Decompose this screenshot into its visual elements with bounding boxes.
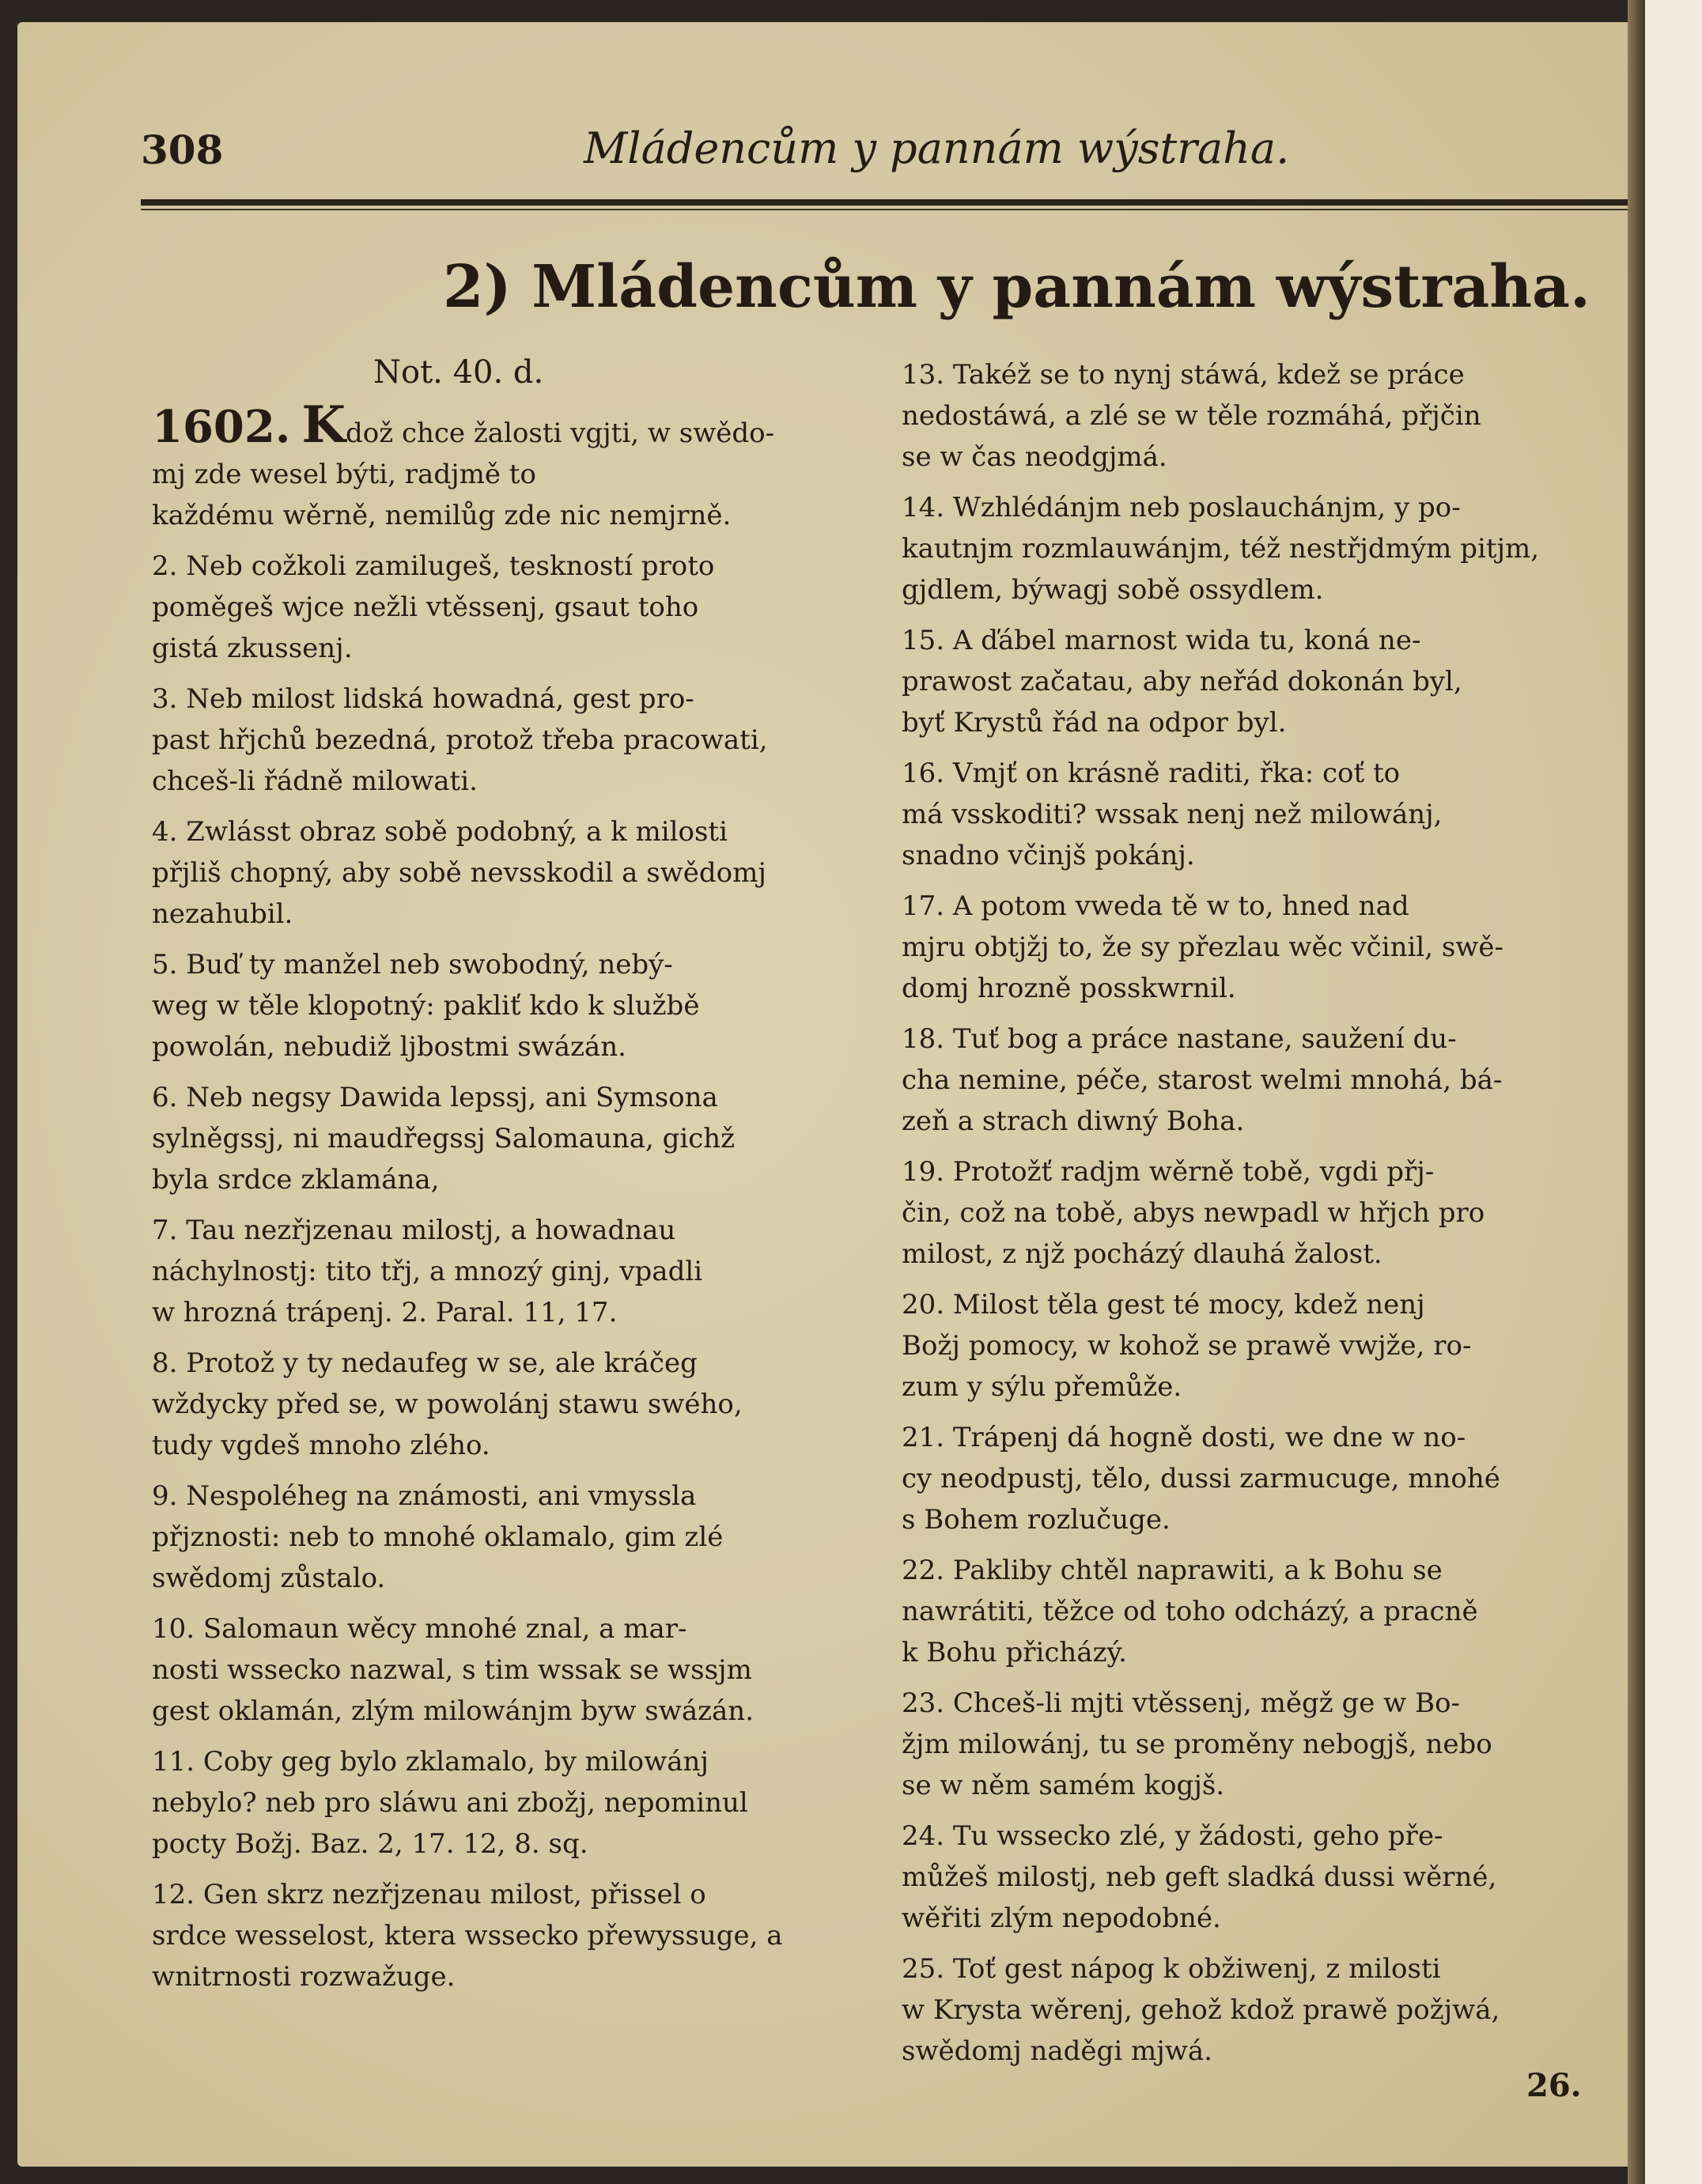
right-column (902, 354, 1629, 2081)
stanza: 16. Vmjť on krásně raditi, řka: coť to má vsskoditi? wssak nenj než milowánj, snadno včinjš pokánj. (902, 758, 1443, 871)
stanza: 15. A ďábel marnost wida tu, koná ne- prawost začatau, aby neřád dokonán byl, byť Krystů řád na odpor byl. (902, 625, 1462, 739)
page-number: 308 (141, 127, 224, 173)
stanza: 11. Coby geg bylo zklamalo, by milowánj nebylo? neb pro sláwu ani zbožj, nepominul pocty Božj. Baz. 2, 17. 12, 8. sq. (152, 1746, 748, 1860)
drop-initial: K (301, 395, 346, 455)
left-column (152, 354, 879, 2007)
header-rule-thin (141, 209, 1628, 210)
stanza: 4. Zwlásst obraz sobě podobný, a k milosti přjliš chopný, aby sobě nevsskodil a swědomj nezahubil. (152, 816, 766, 930)
stanza: 8. Protož y ty nedaufeg w se, ale kráčeg wždycky před se, w powolánj stawu swého, tudy vgdeš mnoho zlého. (152, 1347, 743, 1461)
stanza: 3. Neb milost lidská howadná, gest pro- past hřjchů bezedná, protož třeba pracowati, chceš-li řádně milowati. (152, 683, 768, 797)
stanza: 24. Tu wssecko zlé, y žádosti, geho pře- můžeš milostj, neb geft sladká dussi wěrné, wěřiti zlým nepodobné. (902, 1820, 1497, 1934)
facing-page-edge (1645, 0, 1702, 2184)
stanza: 19. Protožť radjm wěrně tobě, vgdi přj- čin, což na tobě, abys newpadl w hřjch pro milost, z njž pocházý dlauhá žalost. (902, 1156, 1485, 1270)
year-number: 1602. (152, 401, 291, 453)
page-title: 2) Mládencům y pannám wýstraha. (443, 253, 1590, 321)
page-gutter-shadow (1628, 0, 1647, 2184)
catchword: 26. (1526, 2067, 1582, 2104)
stanza: 18. Tuť bog a práce nastane, saužení du- cha nemine, péče, starost welmi mnohá, bá- zeň a strach diwný Boha. (902, 1023, 1503, 1137)
melody-note: Not. 40. d. (373, 354, 544, 391)
stanza: 22. Pakliby chtěl naprawiti, a k Bohu se nawrátiti, těžce od toho odcházý, a pracně k Bohu přicházý. (902, 1555, 1478, 1668)
stanza: 23. Chceš-li mjti vtěssenj, měgž ge w Bo- žjm milowánj, tu se proměny nebogjš, nebo se w něm samém kogjš. (902, 1687, 1492, 1801)
stanza: 10. Salomaun wěcy mnohé znal, a mar- nosti wssecko nazwal, s tim wssak se wssjm gest oklamán, zlým milowánjm byw swázán. (152, 1613, 754, 1727)
stanza: 20. Milost těla gest té mocy, kdež nenj Božj pomocy, w kohož se prawě vwjže, ro- zum y sýlu přemůže. (902, 1289, 1472, 1403)
stanza: 25. Toť gest nápog k obžiwenj, z milosti w Krysta wěrenj, gehož kdož prawě požjwá, swědomj naděgi mjwá. (902, 1953, 1500, 2067)
stanza: 7. Tau nezřjzenau milostj, a howadnau náchylnostj: tito třj, a mnozý ginj, vpadli w hrozná trápenj. 2. Paral. 11, 17. (152, 1215, 703, 1328)
stanza: 13. Takéž se to nynj stáwá, kdež se práce nedostáwá, a zlé se w těle rozmáhá, přjčin se w čas neodgjmá. (902, 359, 1481, 473)
header-rule (141, 199, 1628, 206)
stanza: 9. Nespoléheg na známosti, ani vmyssla přjznosti: neb to mnohé oklamalo, gim zlé swědomj zůstalo. (152, 1480, 724, 1594)
running-title: Mládencům y pannám wýstraha. (584, 123, 1290, 173)
stanza-1-text: dož chce žalosti vgjti, w swědo- mj zde wesel býti, radjmě to každému wěrně, nemilůg zde nic nemjrně. (152, 418, 775, 531)
running-header (141, 119, 1628, 182)
stanza: 14. Wzhlédánjm neb poslauchánjm, y po- kautnjm rozmlauwánjm, též nestřjdmým pitjm, gjdlem, býwagj sobě ossydlem. (902, 492, 1540, 606)
stanza: 6. Neb negsy Dawida lepssj, ani Symsona sylněgssj, ni maudřegssj Salomauna, gichž byla srdce zklamána, (152, 1082, 736, 1196)
stanza: 21. Trápenj dá hogně dosti, we dne w no- cy neodpustj, tělo, dussi zarmucuge, mnohé s Bohem rozlučuge. (902, 1422, 1500, 1536)
stanza-1 (152, 395, 879, 536)
stanza: 12. Gen skrz nezřjzenau milost, přissel o srdce wesselost, ktera wssecko přewyssuge, a wnitrnosti rozwažuge. (152, 1879, 783, 1993)
stanza: 2. Neb cožkoli zamilugeš, teskností proto poměgeš wjce nežli vtěssenj, gsaut toho gistá zkussenj. (152, 550, 715, 664)
stanza: 5. Buď ty manžel neb swobodný, nebý- weg w těle klopotný: pakliť kdo k službě powolán, nebudiž ljbostmi swázán. (152, 949, 700, 1063)
stanza: 17. A potom vweda tě w to, hned nad mjru obtjžj to, že sy přezlau wěc včinil, swě- domj hrozně posskwrnil. (902, 890, 1504, 1004)
